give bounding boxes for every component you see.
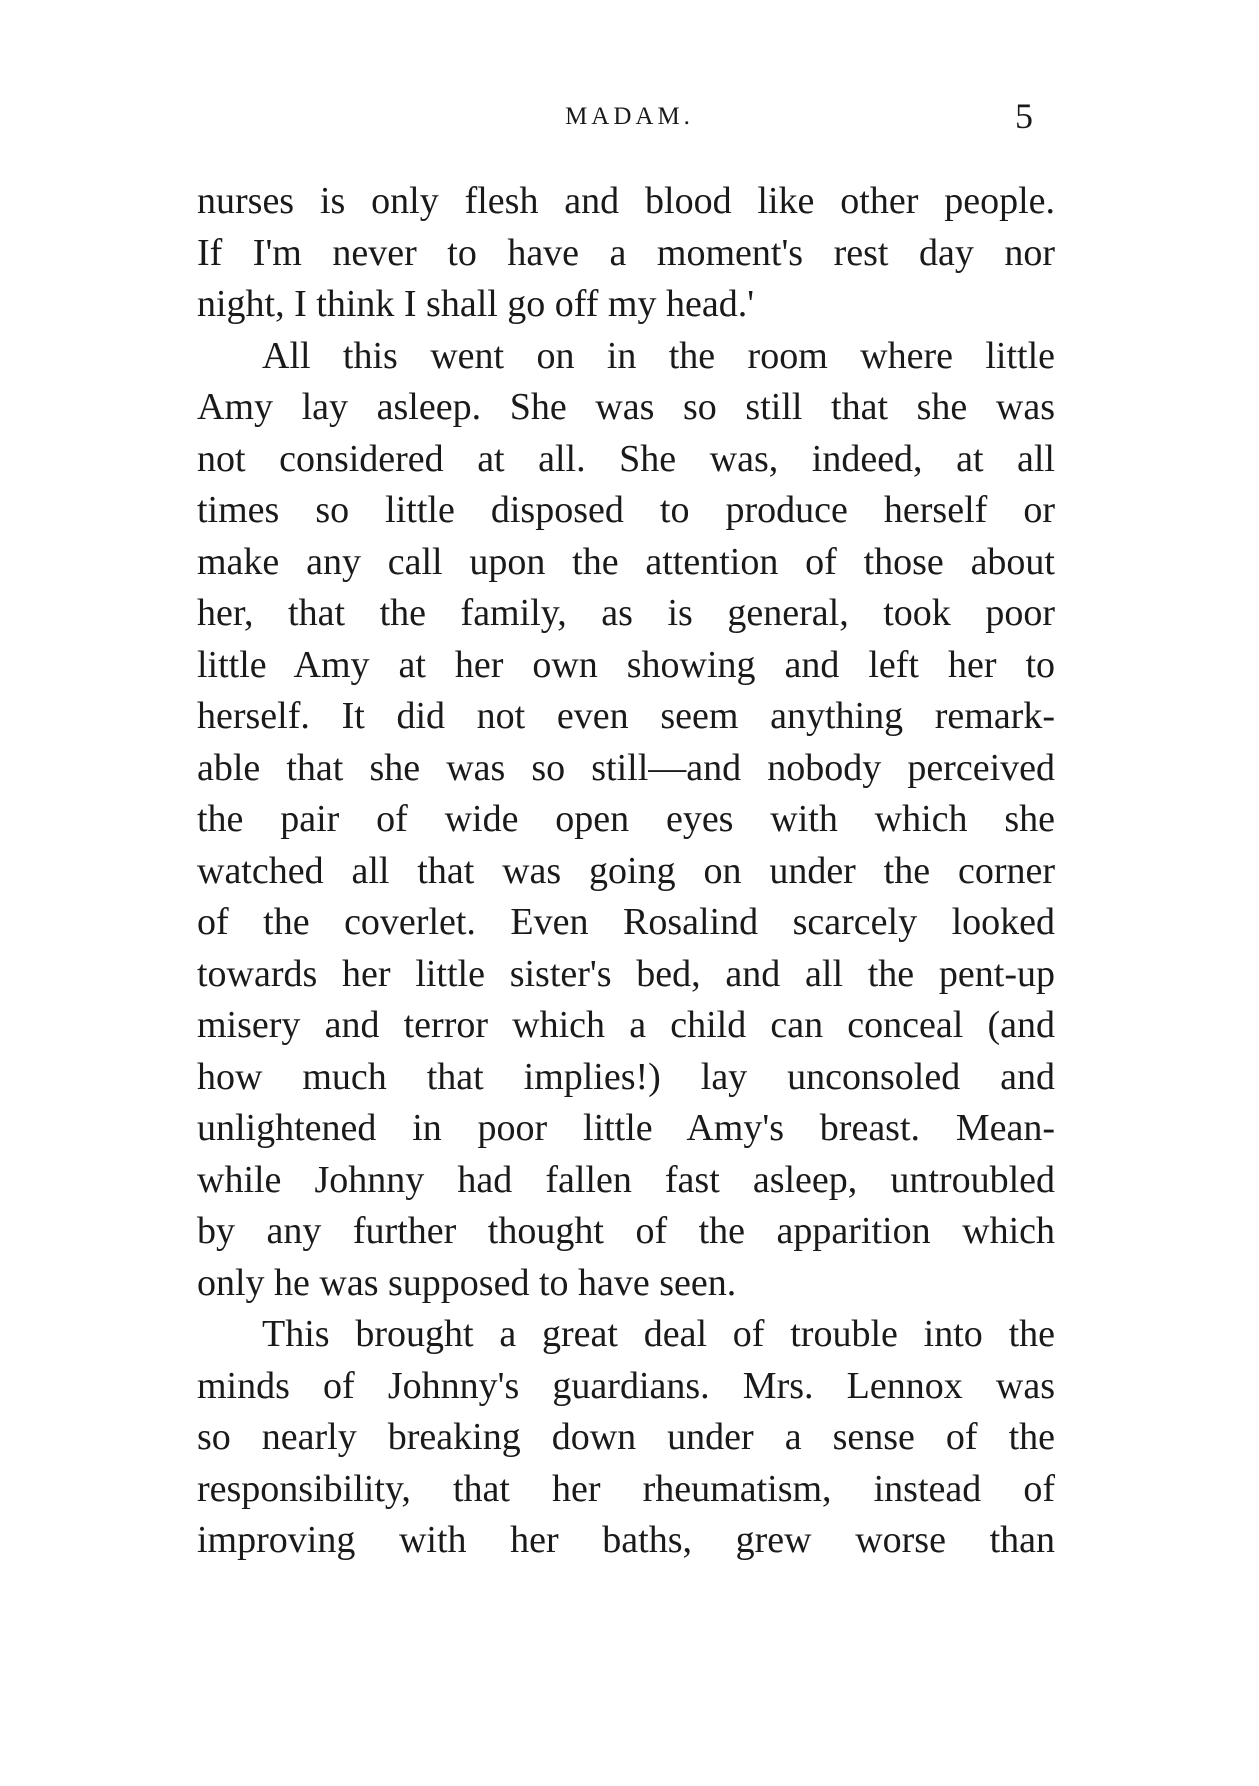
paragraph-start-line: All this went on in the room where little (262, 334, 1055, 377)
text-line: If I'm never to have a moment's rest day nor (197, 231, 1055, 274)
text-line: only he was supposed to have seen. (197, 1261, 737, 1304)
text-line: her, that the family, as is general, took poor (197, 592, 1055, 634)
text-line: unlightened in poor little Amy's breast. Mean- (197, 1107, 1055, 1149)
page-number: 5 (1015, 96, 1033, 136)
text-line: able that she was so still—and nobody perceived (197, 746, 1055, 789)
text-line: so nearly breaking down under a sense of the (197, 1416, 1055, 1458)
text-line: little Amy at her own showing and left her to (197, 643, 1055, 686)
running-title: MADAM. (565, 103, 694, 130)
text-line: misery and terror which a child can conceal (and (197, 1004, 1055, 1046)
text-line: minds of Johnny's guardians. Mrs. Lennox was (197, 1364, 1055, 1407)
text-line: while Johnny had fallen fast asleep, untroubled (197, 1158, 1055, 1201)
text-line: Amy lay asleep. She was so still that she was (197, 386, 1055, 428)
text-line: not considered at all. She was, indeed, at all (197, 437, 1055, 480)
text-line: towards her little sister's bed, and all the pent-up (197, 952, 1055, 995)
text-line: herself. It did not even seem anything remark- (197, 695, 1055, 737)
text-line: nurses is only flesh and blood like other people. (197, 180, 1055, 222)
text-line: of the coverlet. Even Rosalind scarcely looked (197, 901, 1055, 943)
running-head (0, 95, 1259, 135)
paragraph-start-line: This brought a great deal of trouble into the (262, 1313, 1055, 1355)
body-text (197, 176, 1055, 1567)
text-line: improving with her baths, grew worse than (197, 1519, 1055, 1561)
text-line: how much that implies!) lay unconsoled and (197, 1055, 1055, 1098)
text-line: by any further thought of the apparition which (197, 1210, 1055, 1252)
text-line: night, I think I shall go off my head.' (197, 283, 755, 325)
text-line: times so little disposed to produce herself or (197, 489, 1055, 531)
text-line: make any call upon the attention of those about (197, 540, 1055, 583)
text-line: the pair of wide open eyes with which she (197, 798, 1055, 840)
text-line: watched all that was going on under the corner (197, 849, 1055, 892)
text-line: responsibility, that her rheumatism, instead of (197, 1467, 1055, 1510)
